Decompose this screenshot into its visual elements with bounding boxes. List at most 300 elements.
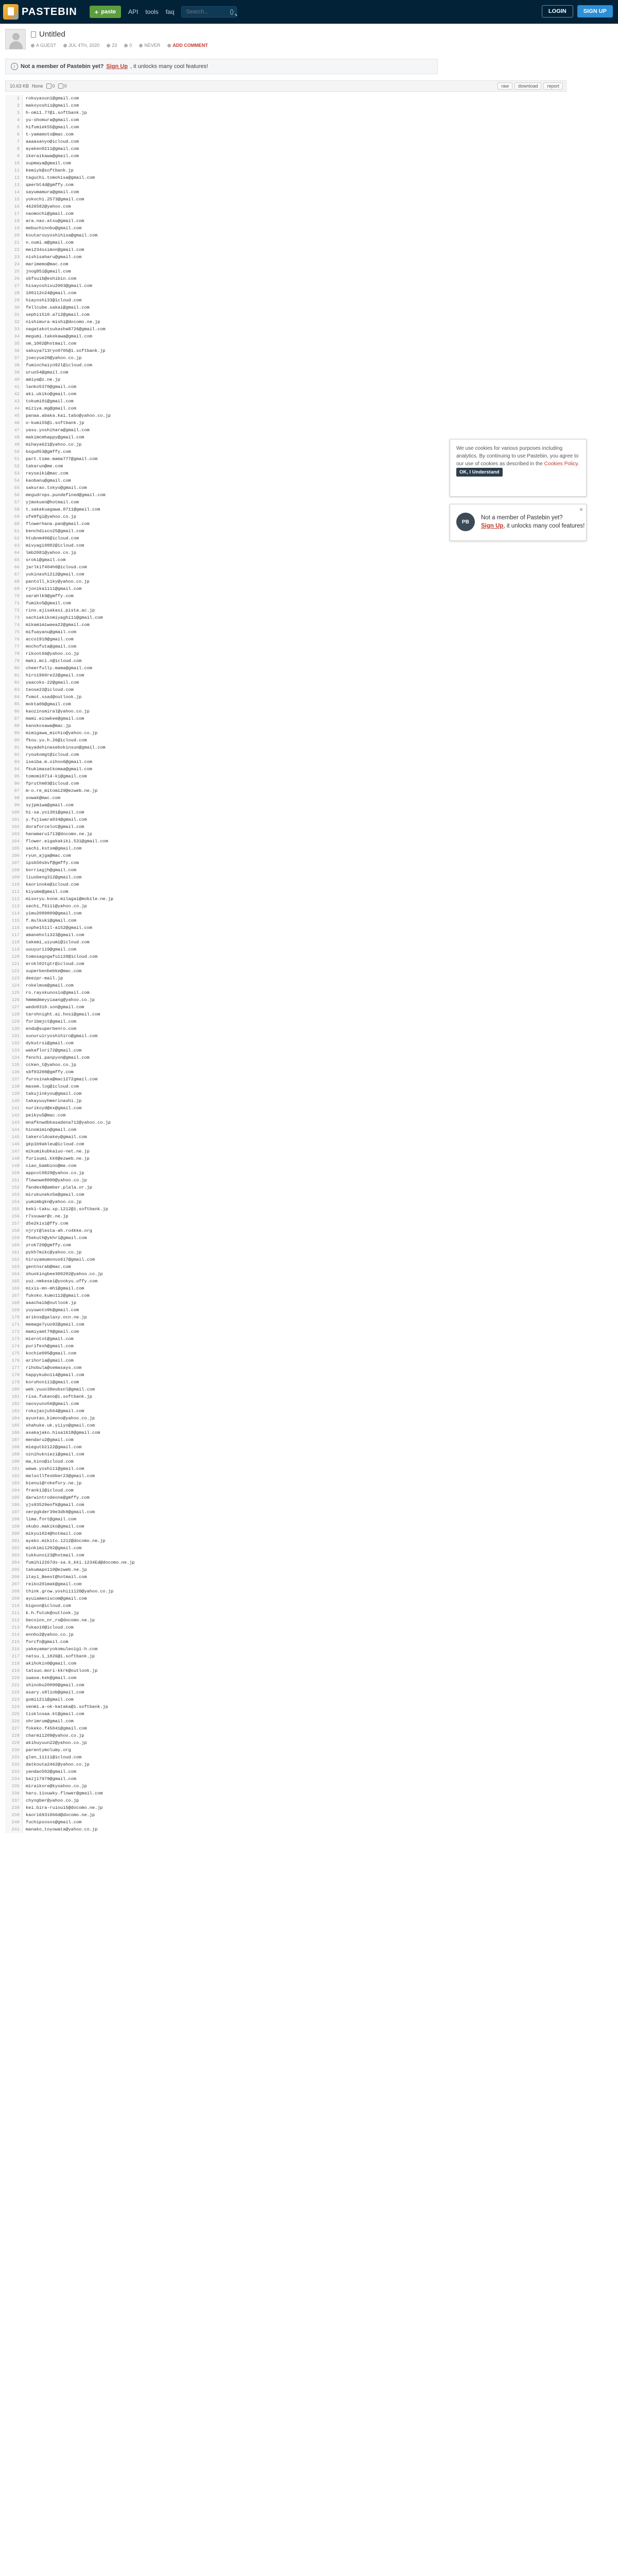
line-text: iseiba.m.oihoo6@gmail.com <box>26 759 92 765</box>
line-number: 229 <box>5 1739 23 1747</box>
line-text: fkukimasatkomaa@gmail.com <box>26 767 92 772</box>
code-line <box>5 253 566 261</box>
line-number: 170 <box>5 1314 23 1321</box>
line-text: syjpmiwa@gmail.com <box>26 803 74 808</box>
line-text: fxmot.ssad@outlook.jp <box>26 694 82 700</box>
code-line <box>5 1105 566 1112</box>
code-line <box>5 1689 566 1696</box>
line-text: makoyoshi1@gmail.com <box>26 103 79 108</box>
code-line <box>5 1559 566 1566</box>
line-text: oerpgkder39e3dk0@gmail.com <box>26 1510 95 1515</box>
line-number: 163 <box>5 1263 23 1270</box>
line-text: sephi1510.a712@gmail.com <box>26 312 90 317</box>
line-number: 238 <box>5 1804 23 1811</box>
line-number: 143 <box>5 1119 23 1126</box>
line-number: 199 <box>5 1523 23 1530</box>
line-number: 24 <box>5 261 23 268</box>
line-text: sakurao.tokyo@gmail.com <box>26 485 87 490</box>
code-line <box>5 614 566 621</box>
code-line <box>5 730 566 737</box>
code-line <box>5 1321 566 1328</box>
line-text: kenchdisco25@gmail.com <box>26 529 84 534</box>
code-line <box>5 419 566 427</box>
line-number: 220 <box>5 1674 23 1682</box>
line-text: mokta0b@gmail.com <box>26 702 71 707</box>
code-line <box>5 578 566 585</box>
line-text: mifuayanu@gmail.com <box>26 630 76 635</box>
paste-title <box>31 30 65 39</box>
code-line <box>5 1725 566 1732</box>
search-box <box>181 6 237 18</box>
line-number: 191 <box>5 1465 23 1472</box>
line-text: mnafknwdbkasadena712@yahoo.co.jp <box>26 1120 111 1125</box>
line-text: darwintrodeone@gmffy.com <box>26 1495 90 1500</box>
promo-line-2 <box>481 522 585 530</box>
pastebin-logo-icon <box>3 4 19 20</box>
code-line <box>5 1444 566 1451</box>
line-number: 147 <box>5 1148 23 1155</box>
line-number: 160 <box>5 1242 23 1249</box>
code-line <box>5 802 566 809</box>
code-line <box>5 1819 566 1826</box>
line-number: 114 <box>5 910 23 917</box>
nav-api-link[interactable]: API <box>128 8 139 15</box>
line-number: 37 <box>5 354 23 362</box>
guest-avatar <box>5 29 26 49</box>
line-number: 51 <box>5 455 23 463</box>
line-text: reiko201mak@gmail.com <box>26 1582 82 1587</box>
code-line <box>5 1573 566 1581</box>
code-line <box>5 787 566 794</box>
line-number: 36 <box>5 347 23 354</box>
code-line <box>5 239 566 246</box>
clock-icon <box>139 44 143 47</box>
line-number: 161 <box>5 1249 23 1256</box>
code-line <box>5 1790 566 1797</box>
code-line <box>5 1566 566 1573</box>
code-line <box>5 326 566 333</box>
line-number: 213 <box>5 1624 23 1631</box>
line-number: 198 <box>5 1516 23 1523</box>
code-toolbar <box>5 80 566 92</box>
line-text: ciao_bambino@me.com <box>26 1163 76 1168</box>
line-number: 76 <box>5 636 23 643</box>
search-input[interactable] <box>185 8 230 15</box>
code-line <box>5 232 566 239</box>
line-text: flower.eigakakiki.531@gmail.com <box>26 839 108 844</box>
code-line <box>5 1335 566 1343</box>
line-text: risa.fukano@i.softbank.jp <box>26 1394 92 1399</box>
code-line <box>5 1119 566 1126</box>
line-text: yuz.nmkesei@yookyu.uffy.com <box>26 1279 98 1284</box>
code-line <box>5 672 566 679</box>
code-line <box>5 1364 566 1371</box>
code-line <box>5 917 566 924</box>
line-text: dykutrsi@gmail.com <box>26 1041 74 1046</box>
line-number: 215 <box>5 1638 23 1646</box>
line-number: 18 <box>5 217 23 225</box>
line-text: ryoukomgt@icloud.com <box>26 752 79 757</box>
code-line <box>5 1775 566 1783</box>
line-text: hiayoshi33@icloud.com <box>26 298 82 303</box>
line-number: 139 <box>5 1090 23 1097</box>
line-text: hiruyamumonus617@gmail.com <box>26 1257 95 1262</box>
line-number: 89 <box>5 730 23 737</box>
line-number: 168 <box>5 1299 23 1307</box>
line-text: takujinkyou@gmail.com <box>26 1091 82 1096</box>
line-number: 80 <box>5 665 23 672</box>
code-line <box>5 1386 566 1393</box>
code-line <box>5 203 566 210</box>
line-number: 171 <box>5 1321 23 1328</box>
line-text: fukoko.kumo112@gmail.com <box>26 1293 90 1298</box>
avatar-body-shape <box>9 41 23 49</box>
code-line <box>5 383 566 391</box>
code-line <box>5 246 566 253</box>
code-line <box>5 968 566 975</box>
paste-header <box>5 29 438 55</box>
line-text: jarlkif404h0@icloud.com <box>26 565 87 570</box>
line-text: megudrops.pundefined@gmail.com <box>26 493 106 498</box>
line-text: yandao502@gmail.com <box>26 1769 76 1774</box>
code-line <box>5 1270 566 1278</box>
line-text: kochie095@gmail.com <box>26 1351 76 1356</box>
code-line <box>5 636 566 643</box>
code-line <box>5 693 566 701</box>
code-line <box>5 1170 566 1177</box>
line-text: erokl02tgtr@icloud.com <box>26 961 84 967</box>
line-number: 150 <box>5 1170 23 1177</box>
line-number: 208 <box>5 1588 23 1595</box>
meta-date <box>63 43 99 48</box>
code-line <box>5 1494 566 1501</box>
line-number: 157 <box>5 1220 23 1227</box>
code-line <box>5 1739 566 1747</box>
line-text: takemi_uiyumi@icloud.com <box>26 940 90 945</box>
line-text: maki.mci.n@icloud.com <box>26 658 82 664</box>
line-number: 196 <box>5 1501 23 1509</box>
code-line <box>5 809 566 816</box>
close-icon[interactable]: × <box>579 506 583 513</box>
code-line <box>5 1451 566 1458</box>
line-text: deezpr-mail.jp <box>26 976 63 981</box>
line-number: 105 <box>5 845 23 852</box>
code-line <box>5 888 566 895</box>
paste-date: JUL 4TH, 2020 <box>68 43 100 48</box>
nav-tools-link[interactable]: tools <box>145 8 159 15</box>
code-line <box>5 1638 566 1646</box>
line-number: 62 <box>5 535 23 542</box>
code-line <box>5 1097 566 1105</box>
code-line <box>5 1768 566 1775</box>
line-text: d5e2kis1@ffy.com <box>26 1221 68 1226</box>
code-line <box>5 1263 566 1270</box>
line-number: 131 <box>5 1032 23 1040</box>
code-line <box>5 1552 566 1559</box>
line-text: wawa.yoshi11@gmail.com <box>26 1466 84 1471</box>
code-line <box>5 946 566 953</box>
line-text: tomomi0714-k1@gmail.com <box>26 774 87 779</box>
line-text: mami.eiowkee@gmail.com <box>26 716 84 721</box>
code-line <box>5 1371 566 1379</box>
code-line <box>5 1408 566 1415</box>
line-number: 33 <box>5 326 23 333</box>
code-line <box>5 225 566 232</box>
promo-signup-link[interactable]: Sign Up <box>481 523 504 529</box>
line-text: qaerbt4d@gmffy.com <box>26 182 74 188</box>
code-line <box>5 1234 566 1242</box>
line-text: lanko5370@gmail.com <box>26 384 76 389</box>
line-text: mebuchinobu@gmail.com <box>26 226 82 231</box>
line-number: 22 <box>5 246 23 253</box>
line-number: 118 <box>5 939 23 946</box>
code-line <box>5 665 566 672</box>
line-number: 57 <box>5 499 23 506</box>
code-line <box>5 1133 566 1141</box>
code-line <box>5 751 566 758</box>
line-text: teose22@icloud.com <box>26 687 74 692</box>
line-number: 48 <box>5 434 23 441</box>
line-number: 166 <box>5 1285 23 1292</box>
report-button[interactable]: report <box>543 82 563 90</box>
search-icon[interactable] <box>230 9 233 15</box>
code-line <box>5 1703 566 1710</box>
line-number: 77 <box>5 643 23 650</box>
line-number: 67 <box>5 571 23 578</box>
line-text: itayi_Beest@hotmail.com <box>26 1574 87 1580</box>
line-number: 235 <box>5 1783 23 1790</box>
view-count: 23 <box>112 43 117 48</box>
code-line <box>5 1710 566 1718</box>
line-text: endu@superbenro.com <box>26 1026 76 1031</box>
line-number: 28 <box>5 290 23 297</box>
line-number: 13 <box>5 181 23 189</box>
line-number: 236 <box>5 1790 23 1797</box>
line-text: fandes8@amber.plala.or.jp <box>26 1185 92 1190</box>
download-button[interactable]: download <box>514 82 542 90</box>
line-number: 175 <box>5 1350 23 1357</box>
line-text: yokochi.2573@gmail.com <box>26 197 84 202</box>
line-number: 2 <box>5 102 23 109</box>
line-text: kei.bira-ruiou15@docomo.ne.jp <box>26 1805 103 1810</box>
line-number: 205 <box>5 1566 23 1573</box>
pastebin-logo[interactable] <box>3 4 77 20</box>
line-number: 82 <box>5 679 23 686</box>
line-number: 60 <box>5 520 23 528</box>
line-number: 47 <box>5 427 23 434</box>
line-text: mivyagi0802@icloud.com <box>26 543 84 548</box>
line-text: ennho2@yahoo.co.jp <box>26 1632 74 1637</box>
line-number: 126 <box>5 996 23 1004</box>
line-text: kaori6931066d@docomo.ne.jp <box>26 1812 95 1818</box>
line-text: ara.nao.atsu@gmail.com <box>26 218 84 224</box>
line-number: 98 <box>5 794 23 802</box>
code-line <box>5 838 566 845</box>
new-paste-button[interactable] <box>90 6 121 18</box>
line-text: yu-shomura@gmail.com <box>26 117 79 123</box>
line-text: naosyuno56@gmail.com <box>26 1401 79 1406</box>
line-number: 101 <box>5 816 23 823</box>
code-line <box>5 95 566 102</box>
line-text: mikamimiwaea22@gmail.com <box>26 622 90 628</box>
eye-icon <box>107 44 110 47</box>
add-comment-link[interactable]: ADD COMMENT <box>173 43 208 48</box>
toolbar-actions <box>497 82 563 90</box>
line-number: 214 <box>5 1631 23 1638</box>
line-text: yumimbgkn@yahoo.co.jp <box>26 1199 82 1205</box>
code-line <box>5 1811 566 1819</box>
line-text: ma_kino@icloud.com <box>26 1459 74 1464</box>
code-line <box>5 592 566 600</box>
code-line <box>5 131 566 138</box>
line-text: sachi_f6111@yahoo.co.jp <box>26 904 87 909</box>
line-number: 211 <box>5 1609 23 1617</box>
code-line <box>5 1422 566 1429</box>
line-number: 6 <box>5 131 23 138</box>
line-text: makimcmhappy@gmail.com <box>26 435 84 440</box>
line-number: 212 <box>5 1617 23 1624</box>
code-line <box>5 1545 566 1552</box>
line-text: fenchi.panpyon@gmail.com <box>26 1055 90 1060</box>
code-line <box>5 910 566 917</box>
code-line <box>5 1162 566 1170</box>
meta-views <box>107 43 117 48</box>
code-line <box>5 542 566 549</box>
code-line <box>5 737 566 744</box>
code-line <box>5 1155 566 1162</box>
line-number: 173 <box>5 1335 23 1343</box>
line-text: sbf03200@gmffy.com <box>26 1070 74 1075</box>
line-text: aaachaib@outlook.jp <box>26 1300 76 1306</box>
line-text: hmmmdmeyyiaang@yahoo.co.jp <box>26 997 95 1003</box>
code-line <box>5 571 566 578</box>
line-number: 15 <box>5 196 23 203</box>
line-number: 200 <box>5 1530 23 1537</box>
line-number: 54 <box>5 477 23 484</box>
line-text: becoinn_nr_ro@docomo.ne.jp <box>26 1618 95 1623</box>
code-line <box>5 643 566 650</box>
line-text: foribmjct@gmail.com <box>26 1019 76 1024</box>
signup-button[interactable]: SIGN UP <box>577 5 613 18</box>
line-text: sophe1511l-a152@gmail.com <box>26 925 92 930</box>
login-button[interactable]: LOGIN <box>542 5 573 18</box>
line-text: superbenbebke@mac.com <box>26 969 82 974</box>
line-number: 136 <box>5 1069 23 1076</box>
code-line <box>5 369 566 376</box>
code-line <box>5 1783 566 1790</box>
line-number: 184 <box>5 1415 23 1422</box>
line-number: 87 <box>5 715 23 722</box>
code-line <box>5 145 566 152</box>
line-number: 109 <box>5 874 23 881</box>
code-line <box>5 1429 566 1436</box>
line-number: 172 <box>5 1328 23 1335</box>
line-number: 151 <box>5 1177 23 1184</box>
line-number: 96 <box>5 780 23 787</box>
member-banner <box>5 59 438 74</box>
code-line <box>5 261 566 268</box>
thumbs-up-icon <box>46 83 52 89</box>
line-number: 83 <box>5 686 23 693</box>
code-line <box>5 1032 566 1040</box>
code-line <box>5 1256 566 1263</box>
banner-signup-link[interactable]: Sign Up <box>106 63 128 70</box>
code-line <box>5 297 566 304</box>
promo-line-2-rest: , it unlocks many cool features! <box>503 523 585 529</box>
line-text: mirukuneko5e@gmail.com <box>26 1192 84 1197</box>
raw-button[interactable]: raw <box>497 82 512 90</box>
line-text: shahuke.uk.yiiyo@gmail.com <box>26 1423 95 1428</box>
cookie-policy-link[interactable]: Cookies Policy <box>544 461 578 467</box>
line-text: flowerhana.pan@gmail.com <box>26 521 90 527</box>
line-number: 88 <box>5 722 23 730</box>
line-text: yjmokuen@hotmail.com <box>26 500 79 505</box>
line-number: 52 <box>5 463 23 470</box>
line-number: 16 <box>5 203 23 210</box>
code-line <box>5 780 566 787</box>
line-number: 231 <box>5 1754 23 1761</box>
line-text: sachiakikomiyaghi11@gmail.com <box>26 615 103 620</box>
line-text: ayuotao_kimono@yahoo.co.jp <box>26 1416 95 1421</box>
line-text: takarun@me.com <box>26 464 63 469</box>
line-text: mamiyamt70@gmail.com <box>26 1329 79 1334</box>
author-name[interactable]: A GUEST <box>36 43 57 48</box>
code-line <box>5 340 566 347</box>
code-line <box>5 1718 566 1725</box>
line-number: 58 <box>5 506 23 513</box>
line-text: amiya@z.ne.jp <box>26 377 61 382</box>
line-number: 192 <box>5 1472 23 1480</box>
line-text: ayako.mikito.1212@docomo.ne.jp <box>26 1538 106 1544</box>
dislike-button[interactable] <box>58 83 67 89</box>
code-line <box>5 196 566 203</box>
line-number: 181 <box>5 1393 23 1400</box>
paste-title-text: Untitled <box>39 30 65 39</box>
line-text: 4626582@yahoo.com <box>26 204 71 209</box>
line-text: fokeko.f45041@gmail.com <box>26 1726 87 1731</box>
line-number: 188 <box>5 1444 23 1451</box>
code-line <box>5 931 566 939</box>
code-line <box>5 556 566 564</box>
code-line <box>5 816 566 823</box>
line-text: 100112n24@gmail.com <box>26 291 76 296</box>
code-line <box>5 607 566 614</box>
code-line <box>5 138 566 145</box>
line-text: happykubo114@gmail.com <box>26 1372 84 1378</box>
line-number: 65 <box>5 556 23 564</box>
line-number: 74 <box>5 621 23 629</box>
line-text: gentnsrab@mac.com <box>26 1264 71 1269</box>
line-number: 78 <box>5 650 23 657</box>
cookie-accept-button[interactable]: OK, I Understand <box>456 468 503 477</box>
like-button[interactable] <box>46 83 55 89</box>
line-number: 9 <box>5 152 23 160</box>
nav-faq-link[interactable]: faq <box>165 8 175 15</box>
line-number: 121 <box>5 960 23 968</box>
line-number: 154 <box>5 1198 23 1206</box>
code-line <box>5 1804 566 1811</box>
line-text: haru.11ouwky.flower@gmail.com <box>26 1791 103 1796</box>
line-number: 8 <box>5 145 23 152</box>
code-line <box>5 1141 566 1148</box>
line-text: hisayoshisu2003@gmail.com <box>26 283 92 289</box>
line-number: 146 <box>5 1141 23 1148</box>
code-line <box>5 1184 566 1191</box>
line-number: 234 <box>5 1775 23 1783</box>
line-number: 55 <box>5 484 23 492</box>
line-number: 221 <box>5 1682 23 1689</box>
line-number: 185 <box>5 1422 23 1429</box>
